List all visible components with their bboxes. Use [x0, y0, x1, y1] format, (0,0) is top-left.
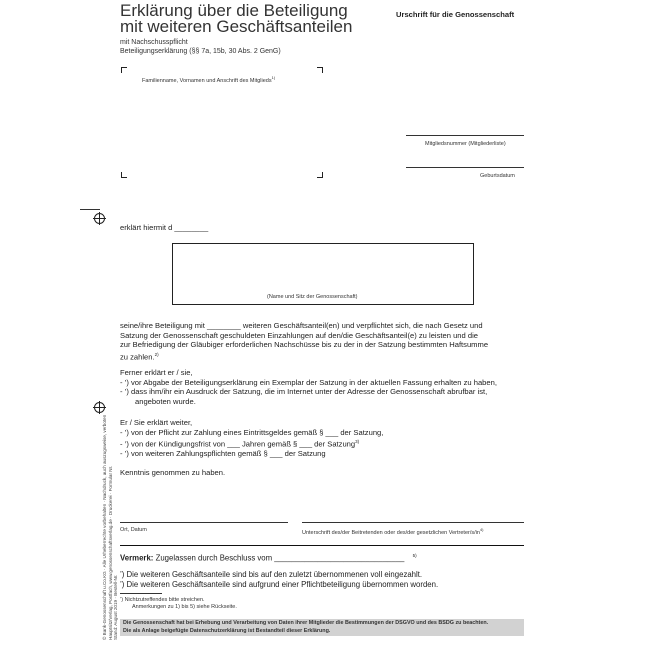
declaration-paragraph: seine/ihre Beteiligung mit ________ weiteren Geschäftsanteil(en) und verpflichtet sich, die nach Gesetz und Satzung der Genossenschaft geschuldeten Einzahlungen auf den/die Geschäftsanteil(e) zu leisten und die zur Befriedigung der Gläubiger erforderlichen Nachschüsse bis zu der in der Satzung bestimmten Haftsumme zu zahlen.$^{2)}$	[120, 321, 489, 362]
birthdate-label: Geburtsdatum	[480, 173, 515, 179]
statute-receipt-section: Ferner erklärt er / sie, - ’) vor Abgabe der Beteiligungserklärung ein Exemplar der Satzung in der aktuellen Fassung erhalten zu haben, - ’) dass ihm/ihr ein Ausdruck der Satzung, die im Internet unter der Adresse der Genossenschaft abrufbar ist, angeboten wurde.	[120, 368, 497, 406]
frame-corner-top-right	[317, 67, 323, 73]
vermerk-line: Vermerk: Zugelassen durch Beschluss vom ______________________________ $^{5)}$	[120, 553, 417, 563]
declares-line: erklärt hiermit d ________	[120, 223, 209, 232]
acknowledgement-line: Kenntnis genommen zu haben.	[120, 468, 226, 477]
form-subtitle-legal: Beteiligungserklärung (§§ 7a, 15b, 30 Abs. 2 GenG)	[120, 48, 281, 55]
member-number-label: Mitgliedsnummer (Mitgliederliste)	[425, 141, 506, 147]
frame-corner-bottom-right	[317, 172, 323, 178]
place-date-label: Ort, Datum	[120, 527, 147, 533]
vermerk-option: ’) Die weiteren Geschäftsanteile sind bis auf den zuletzt übernommenen voll eingezahlt.	[120, 570, 423, 579]
signature-line[interactable]	[302, 522, 524, 523]
form-subtitle: mit Nachschusspflicht	[120, 39, 188, 46]
place-date-line[interactable]	[120, 522, 288, 523]
member-number-line[interactable]	[406, 135, 524, 136]
data-protection-notice: Die Genossenschaft hat bei Erhebung und Verarbeitung von Daten ihrer Mitglieder die Bestimmungen der DSGVO und des BSDG zu beachten. Die als Anlage beigefügte Datenschutzerklärung ist Bestandteil dieser Erklärung.	[120, 619, 524, 636]
footnote-rule	[120, 593, 162, 594]
publisher-imprint: © Bank-Genossenschaft u.Co.KG · Alle Urheberrechte vorbehalten · Nachdruck, auch auszugsweise, verboten Hauptsitz/Verlag, Postfach, www.genossenschaftsverlag.de · Druckerei · Formular Nr. Stand: August 2019 · Bestell-Nr.	[102, 414, 119, 640]
signature-label: Unterschrift des/der Beitretenden oder des/der gesetzlichen Vertreter/$s/in^{4)}$	[302, 527, 484, 536]
obligations-section: Er / Sie erklärt weiter, - ’) von der Pflicht zur Zahlung eines Eintrittsgeldes gemäß § ___ der Satzung, - ’) von der Kündigungsfrist von ___ Jahren gemäß § ___ der Satzung$^{3)}$ - ’) von weiteren Zahlungspflichten gemäß § ___ der Satzung	[120, 418, 384, 459]
section-divider	[120, 545, 524, 546]
form-title-line2: mit weiteren Geschäftsanteilen	[120, 17, 353, 36]
copy-label: Urschrift für die Genossenschaft	[396, 10, 515, 19]
vermerk-option: ’) Die weiteren Geschäftsanteile sind aufgrund einer Pflichtbeteiligung übernommen worden.	[120, 580, 439, 589]
frame-corner-bottom-left	[121, 172, 127, 178]
fold-mark	[80, 209, 100, 210]
footnote-see-back: Anmerkungen zu 1) bis 5) siehe Rückseite.	[132, 604, 237, 610]
frame-corner-top-left	[121, 67, 127, 73]
form-title-line1: Erklärung über die Beteiligung	[120, 1, 348, 20]
birthdate-line[interactable]	[406, 167, 524, 168]
cooperative-box-label: (Name und Sitz der Genossenschaft)	[267, 294, 358, 300]
footnote-strike-note: ’) Nichtzutreffendes bitte streichen.	[120, 597, 205, 603]
name-address-label: Familienname, Vornamen und Anschrift des Mitglieds$^{1)}$	[142, 75, 276, 84]
registration-crosshair-icon	[93, 401, 106, 414]
registration-crosshair-icon	[93, 212, 106, 225]
